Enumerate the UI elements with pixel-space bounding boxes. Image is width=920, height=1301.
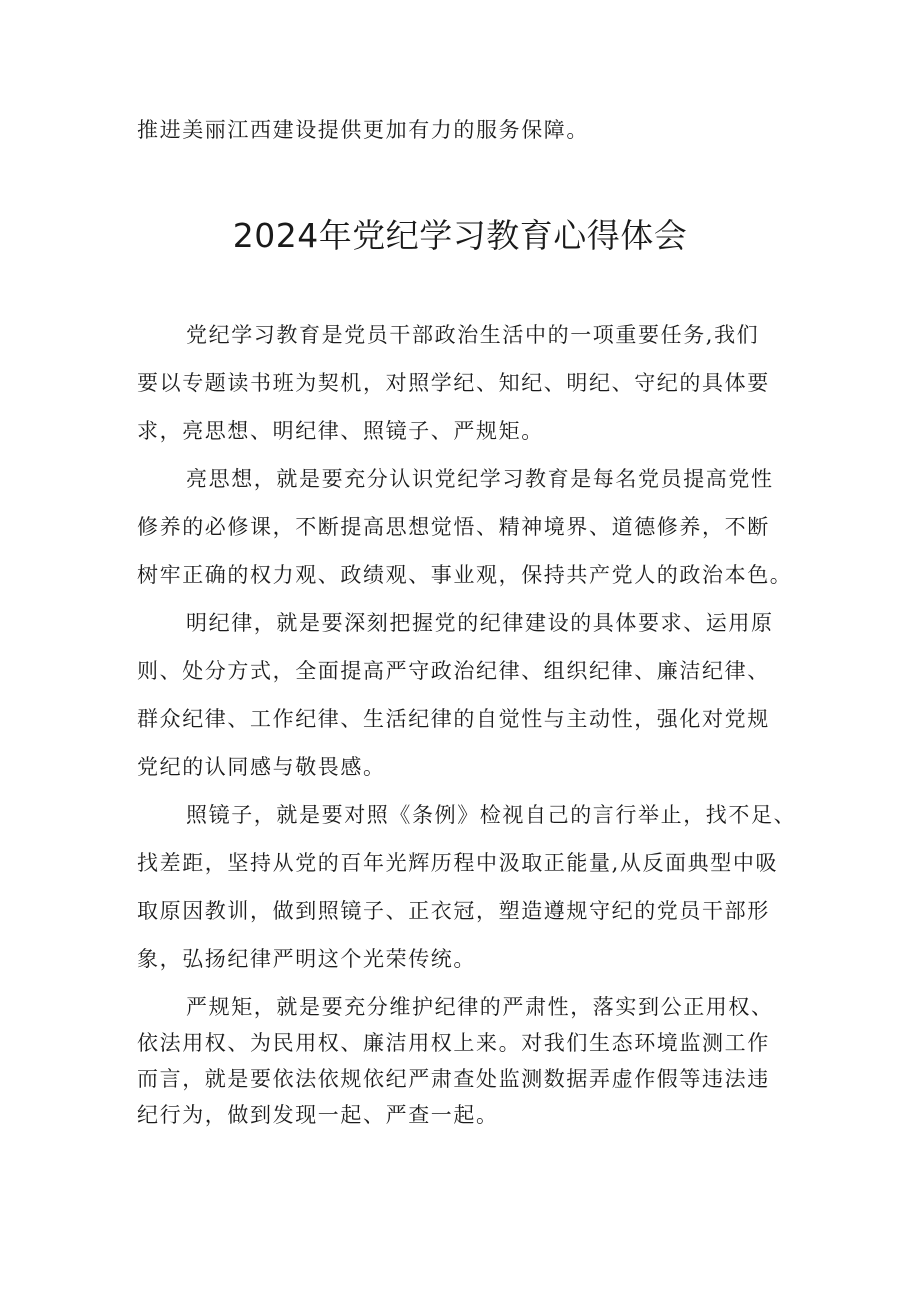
paragraph-line: 找差距，坚持从党的百年光辉历程中汲取正能量,从反面典型中吸 bbox=[137, 851, 779, 875]
paragraph-line: 而言，就是要依法依规依纪严肃查处监测数据弄虚作假等违法违 bbox=[137, 1067, 770, 1091]
paragraph-line: 依法用权、为民用权、廉洁用权上来。对我们生态环境监测工作 bbox=[137, 1031, 770, 1055]
paragraph-line: 求，亮思想、明纪律、照镜子、严规矩。 bbox=[137, 419, 544, 443]
paragraph-line: 修养的必修课，不断提高思想觉悟、精神境界、道德修养，不断 bbox=[137, 515, 770, 539]
document-title: 2024年党纪学习教育心得体会 bbox=[232, 216, 688, 255]
carryover-line: 推进美丽江西建设提供更加有力的服务保障。 bbox=[137, 118, 589, 142]
paragraph-line: 党纪学习教育是党员干部政治生活中的一项重要任务,我们 bbox=[186, 323, 760, 347]
paragraph-line: 明纪律，就是要深刻把握党的纪律建设的具体要求、运用原 bbox=[186, 611, 774, 635]
paragraph-line: 严规矩，就是要充分维护纪律的严肃性，落实到公正用权、 bbox=[186, 995, 774, 1019]
paragraph-line: 树牢正确的权力观、政绩观、事业观，保持共产党人的政治本色。 bbox=[137, 563, 793, 587]
paragraph-line: 象，弘扬纪律严明这个光荣传统。 bbox=[137, 947, 476, 971]
paragraph-line: 群众纪律、工作纪律、生活纪律的自觉性与主动性，强化对党规 bbox=[137, 707, 770, 731]
paragraph-line: 则、处分方式，全面提高严守政治纪律、组织纪律、廉洁纪律、 bbox=[137, 659, 770, 683]
paragraph-line: 亮思想，就是要充分认识党纪学习教育是每名党员提高党性 bbox=[186, 467, 774, 491]
paragraph-line: 党纪的认同感与敬畏感。 bbox=[137, 755, 386, 779]
paragraph-line: 要以专题读书班为契机，对照学纪、知纪、明纪、守纪的具体要 bbox=[137, 371, 770, 395]
paragraph-line: 照镜子，就是要对照《条例》检视自己的言行举止，找不足、 bbox=[186, 803, 797, 827]
paragraph-line: 纪行为，做到发现一起、严查一起。 bbox=[137, 1103, 499, 1127]
paragraph-line: 取原因教训，做到照镜子、正衣冠，塑造遵规守纪的党员干部形 bbox=[137, 899, 770, 923]
